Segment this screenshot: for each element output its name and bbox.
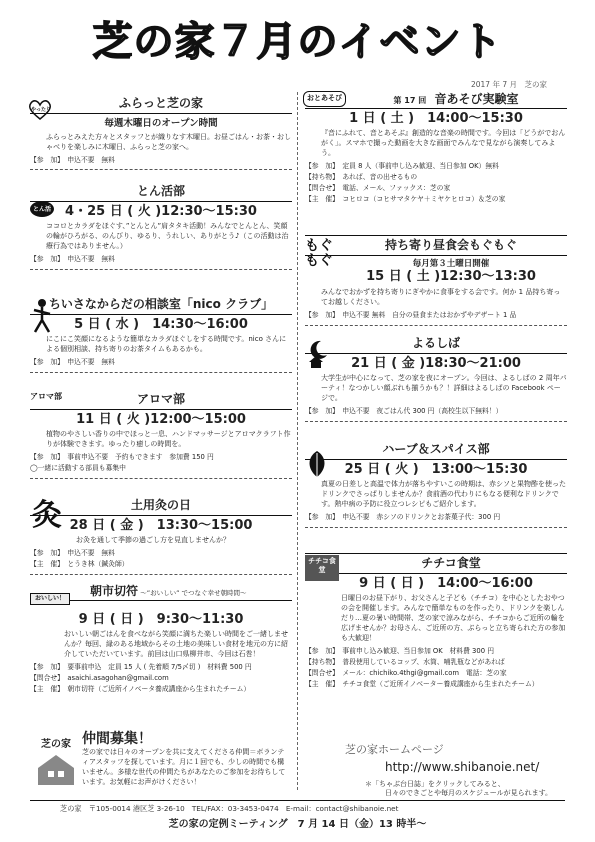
footer-meeting: 芝の家の定例ミーティング 7 月 14 日（金）13 時半〜: [168, 819, 427, 830]
event-bring: 【持ち物】 あれば、音の出せるもの: [305, 173, 418, 182]
event-title: 持ち寄り昼食会もぐもぐ: [305, 235, 567, 256]
event-info: 【参 加】 申込不要 無料: [30, 255, 115, 264]
heart-icon: [28, 99, 52, 125]
homepage-note: ＊「ちゃぶ台日誌」をクリックしてみると、: [365, 779, 505, 788]
column-divider: [297, 92, 298, 790]
event-info: 【参 加】 事前申込不要 予約もできます 参加費 150 円: [30, 453, 214, 462]
ticket-icon: おいしい！: [30, 593, 70, 605]
event-info: 【参 加】 申込不要 無料 自分の昼食またはおかずやデザート 1 品: [305, 311, 517, 320]
event-time: 15 日 ( 土 )12:30〜13:30: [366, 269, 536, 285]
homepage-title: 芝の家ホームページ: [345, 743, 444, 756]
event-time: 9 日 ( 日 ) 9:30〜11:30: [78, 611, 244, 627]
event-description: ふらっとみえた方々とスタッフとが織りなす木曜日。お昼ごはん・お茶・おしゃべりを楽しみに木曜日、ふらっと芝の家へ。: [46, 132, 291, 151]
event-organizer: 【主 催】 とうき林（鍼灸師）: [30, 560, 129, 569]
event-title: チチコ食堂: [305, 553, 567, 574]
event-nico: [30, 296, 292, 373]
event-title: 土用灸の日: [30, 497, 292, 516]
homepage-url[interactable]: http://www.shibanoie.net/: [385, 760, 540, 775]
event-kyu: [30, 497, 292, 575]
event-time: 9 日 ( 日 ) 14:00〜16:00: [359, 575, 533, 591]
event-contact: 【問合せ】 電話、メール、ファックス：芝の家: [305, 184, 451, 193]
badge-icon: [30, 201, 54, 217]
mogu-icon: もぐもぐ: [305, 238, 333, 270]
event-description: 大学生が中心になって、芝の家を夜にオープン。今回は、よるしばの 2 周年パーティ！なつかしい顔ぶれも揃うかも？！詳細はよるしばの Facebook ページで。: [321, 374, 567, 403]
event-info: 【参 加】 申込不要 無料: [30, 155, 115, 164]
event-info: 【参 加】 要事前申込 定員 15 人 ( 先着順 7/5〆切 ) 材料費 500 円: [30, 663, 252, 672]
homepage-note-2: 日々のできごとや毎月のスケジュールが見られます。: [385, 789, 553, 798]
event-description: おいしい朝ごはんを食べながら笑顔に満ちた楽しい時間をご一緒しませんか？毎回、縁のある地域からその土地の美味しい食材を地元の方に紹介していただいています。前回は山口県柳井市、今回は石巻！: [64, 630, 288, 659]
kyu-icon: 灸: [32, 498, 62, 533]
event-contact: 【問合せ】 asaichi.asagohan@gmail.com: [30, 674, 169, 683]
event-title: 朝市切符: [90, 584, 139, 598]
event-oto: [305, 91, 567, 205]
issue-date: 2017 年 7 月 芝の家: [470, 80, 547, 89]
event-description: 真夏の日差しと高温で体力が落ちやすいこの時期は、赤シソと果物酢を使ったドリンクでさっぱりしませんか？食前酒の代わりにもなる便利なドリンクです。熱中病の予防に役立つレシピもご紹介します。: [321, 480, 566, 509]
event-herb: [305, 441, 567, 528]
event-title: よるしば: [305, 335, 567, 354]
event-bring: 【持ち物】 普段使用しているコップ、水筒、哺乳瓶などがあれば: [305, 658, 505, 667]
section-separator: [305, 527, 567, 528]
event-aroma: [30, 391, 292, 479]
section-separator: [30, 574, 292, 575]
footer-rule: [30, 800, 565, 801]
event-description: 日曜日のお昼下がり、お父さんと子ども（チチコ）を中心としたおやつの会を開催します。みんなで簡単なものを作ったり、ドリンクを楽しんだり…夏の暑い時間帯、芝の家で涼みながら、チチコからご近所の輪を広げませんか？お母さん、ご近所の方、ぶらっと立ち寄られた方の参加も大歓迎！: [341, 594, 566, 643]
event-mogu: [305, 235, 567, 326]
event-description: ココロとカラダをほぐす、”とんとん”肩タタキ活動！みんなでとんとん、笑顔の輪がひろがる、のんびり、ゆるり、うれしい、ありがとう♪（この活動は治療行為ではありません。）: [46, 222, 289, 251]
oto-icon: おとあそび: [303, 91, 346, 107]
event-furatto: [30, 95, 292, 170]
event-title: ちいさなからだの相談室「nico クラブ」: [30, 296, 292, 315]
leaf-icon: [305, 449, 329, 483]
recruit-description: 芝の家では日々のオープンを共に支えてくださる仲間＝ボランティアスタッフを探しています。月に１回でも、少しの時間でも構いません。多様な世代の仲間たちがあなたのご参加をお待ちしています。お気軽にお声がけください！: [82, 748, 286, 786]
moon-icon: [307, 339, 329, 373]
figure-icon: [32, 298, 52, 338]
event-organizer: 【主 催】 コヒロコ（コヒサマタケヤ＋ミヤケヒロコ）＆芝の家: [305, 194, 506, 203]
footer-address: 芝の家 〒105-0014 港区芝 3-26-10 TEL/FAX：03-3453-0474 E-mail：contact@shibanoie.net: [60, 804, 399, 813]
event-title: ふらっと芝の家: [30, 95, 292, 114]
event-organizer: 【主 催】 朝市切符（ご近所イノベータ養成講座から生まれたチーム）: [30, 685, 251, 694]
event-organizer: 【主 催】 チチコ食堂（ご近所イノベーター養成講座から生まれたチーム）: [305, 679, 539, 688]
event-info: 【参 加】 定員 8 人（事前申し込み歓迎、当日参加 OK）無料: [305, 162, 499, 171]
badge-label: とん活: [30, 201, 54, 217]
event-description: にこにこ笑顔になるような簡単なカラダほぐしをする時間です。nico さんによる個別相談、持ち寄りのお茶タイムもあるかも。: [46, 335, 287, 354]
event-time: 5 日 ( 水 ) 14:30〜16:00: [74, 316, 248, 332]
event-info: 【参 加】 申込不要 赤シソのドリンクとお茶菓子代：300 円: [305, 513, 501, 522]
page-title: 芝の家７月のイベント: [92, 19, 503, 65]
event-title: とん活部: [30, 183, 292, 202]
event-time: 25 日 ( 火 ) 13:00〜15:30: [344, 461, 528, 477]
event-title: 音あそび実験室: [434, 92, 519, 106]
heart-icon-label: やったり: [31, 107, 52, 113]
event-asaichi: [30, 583, 292, 695]
homepage-box: [305, 742, 567, 799]
event-info: 【参 加】 申込不要 夜ごはん代 300 円（高校生以下無料！）: [305, 407, 503, 416]
section-separator: [30, 478, 292, 479]
event-subtitle: 毎週木曜日のオープン時間: [104, 117, 218, 129]
event-chichiko: [305, 553, 567, 690]
event-contact: 【問合せ】 メール：chichiko.4thgi@gmail.com 電話：芝の家: [305, 668, 507, 677]
section-separator: [305, 421, 567, 422]
chichiko-icon: チチコ食堂: [305, 555, 339, 581]
event-time: 11 日 ( 火 )12:00〜15:00: [76, 411, 246, 427]
event-time: 1 日 ( 土 ) 14:00〜15:30: [349, 110, 523, 126]
recruit-title: 仲間募集！: [82, 731, 152, 747]
event-description: みんなでおかずを持ち寄りにぎやかに食事をする会です。何か 1 品持ち寄ってお越しください。: [321, 288, 561, 307]
event-description: 植物のやさしい香りの中でほっと一息、ハンドマッサージとアロマクラフト作りが体験できます。ゆったり癒しの時間を。: [46, 430, 291, 449]
event-title-note: 〜”おいしい” でつなぐ幸せ朝時間〜: [140, 589, 247, 597]
event-yoru: [305, 335, 567, 422]
house-logo-label: 芝の家: [41, 739, 71, 750]
section-separator: [30, 269, 292, 270]
event-info: 【参 加】 申込不要 無料: [30, 549, 115, 558]
recruit-box: [30, 730, 292, 796]
event-description: お灸を通して季節の過ごし方を見直しませんか？: [76, 536, 230, 545]
house-logo-icon: [34, 738, 78, 789]
section-separator: [30, 372, 292, 373]
aroma-icon: アロマ部: [30, 392, 62, 401]
event-info: 【参 加】 申込不要 無料: [30, 358, 115, 367]
event-tonkatsu: [30, 183, 292, 270]
event-time: 28 日 ( 金 ) 13:30〜15:00: [69, 517, 253, 533]
event-title: ハーブ＆スパイス部: [305, 441, 567, 460]
event-subtitle: 毎月第３土曜日開催: [412, 258, 490, 269]
event-title: アロマ部: [30, 391, 292, 410]
event-series: 第 17 回: [393, 96, 427, 105]
event-note: ◯一緒に活動する部員も募集中: [30, 464, 126, 473]
event-time: 4・25 日 ( 火 )12:30〜15:30: [65, 203, 257, 219]
section-separator: [305, 325, 567, 326]
event-description: 『音にふれて、音とあそぶ』創造的な音楽の時間です。今回は「どうがでおんがく」。スマホで撮った動画を大きな画面でみんなで見ながら演奏してみよう。: [321, 129, 566, 158]
event-time: 21 日 ( 金 )18:30〜21:00: [351, 355, 521, 371]
section-separator: [30, 169, 292, 170]
event-info: 【参 加】 事前申し込み歓迎、当日参加 OK 材料費 300 円: [305, 647, 494, 656]
